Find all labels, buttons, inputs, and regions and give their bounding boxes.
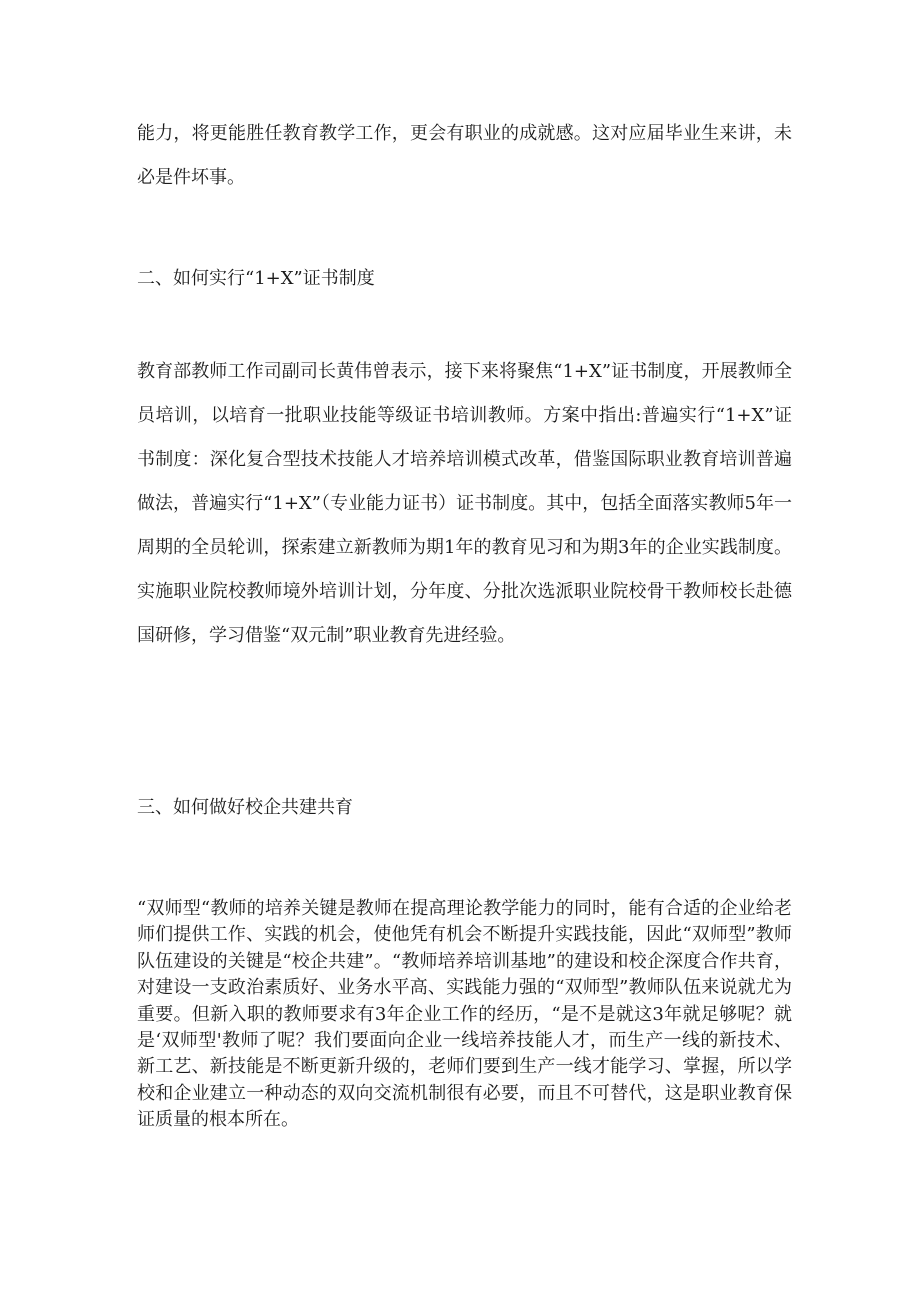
- section-2-paragraph: 教育部教师工作司副司长黄伟曾表示，接下来将聚焦“1+X”证书制度，开展教师全员培训，以培育一批职业技能等级证书培训教师。方案中指出:普遍实行“1+X”证书制度：深化复合型技术技能人才培养培训模式改革，借鉴国际职业教育培训普遍做法，普遍实行“1+X”（专业能力证书）证书制度。其中，包括全面落实教师5年一周期的全员轮训，探索建立新教师为期1年的教育见习和为期3年的企业实践制度。实施职业院校教师境外培训计划，分年度、分批次选派职业院校骨干教师校长赴德国研修，学习借鉴“双元制”职业教育先进经验。: [137, 361, 792, 646]
- section-heading-2: 二、如何实行“1+X”证书制度: [137, 268, 375, 289]
- section-3-paragraph: “双师型“教师的培养关键是教师在提高理论教学能力的同时，能有合适的企业给老师们提供工作、实践的机会，使他凭有机会不断提升实践技能，因此“双师型”教师队伍建设的关键是“校企共建”。“教师培养培训基地”的建设和校企深度合作共育，对建设一支政治素质好、业务水平高、实践能力强的“双师型”教师队伍来说就尤为重要。但新入职的教师要求有3年企业工作的经历，“是不是就这3年就足够呢？就是‘双师型'教师了呢？我们要面向企业一线培养技能人才，而生产一线的新技术、新工艺、新技能是不断更新升级的，老师们要到生产一线才能学习、掌握，所以学校和企业建立一种动态的双向交流机制很有必要，而且不可替代，这是职业教育保证质量的根本所在。: [137, 898, 792, 1131]
- section-heading-3: 三、如何做好校企共建共育: [137, 797, 353, 818]
- intro-paragraph: 能力，将更能胜任教育教学工作，更会有职业的成就感。这对应届毕业生来讲，未必是件坏事。: [137, 123, 792, 188]
